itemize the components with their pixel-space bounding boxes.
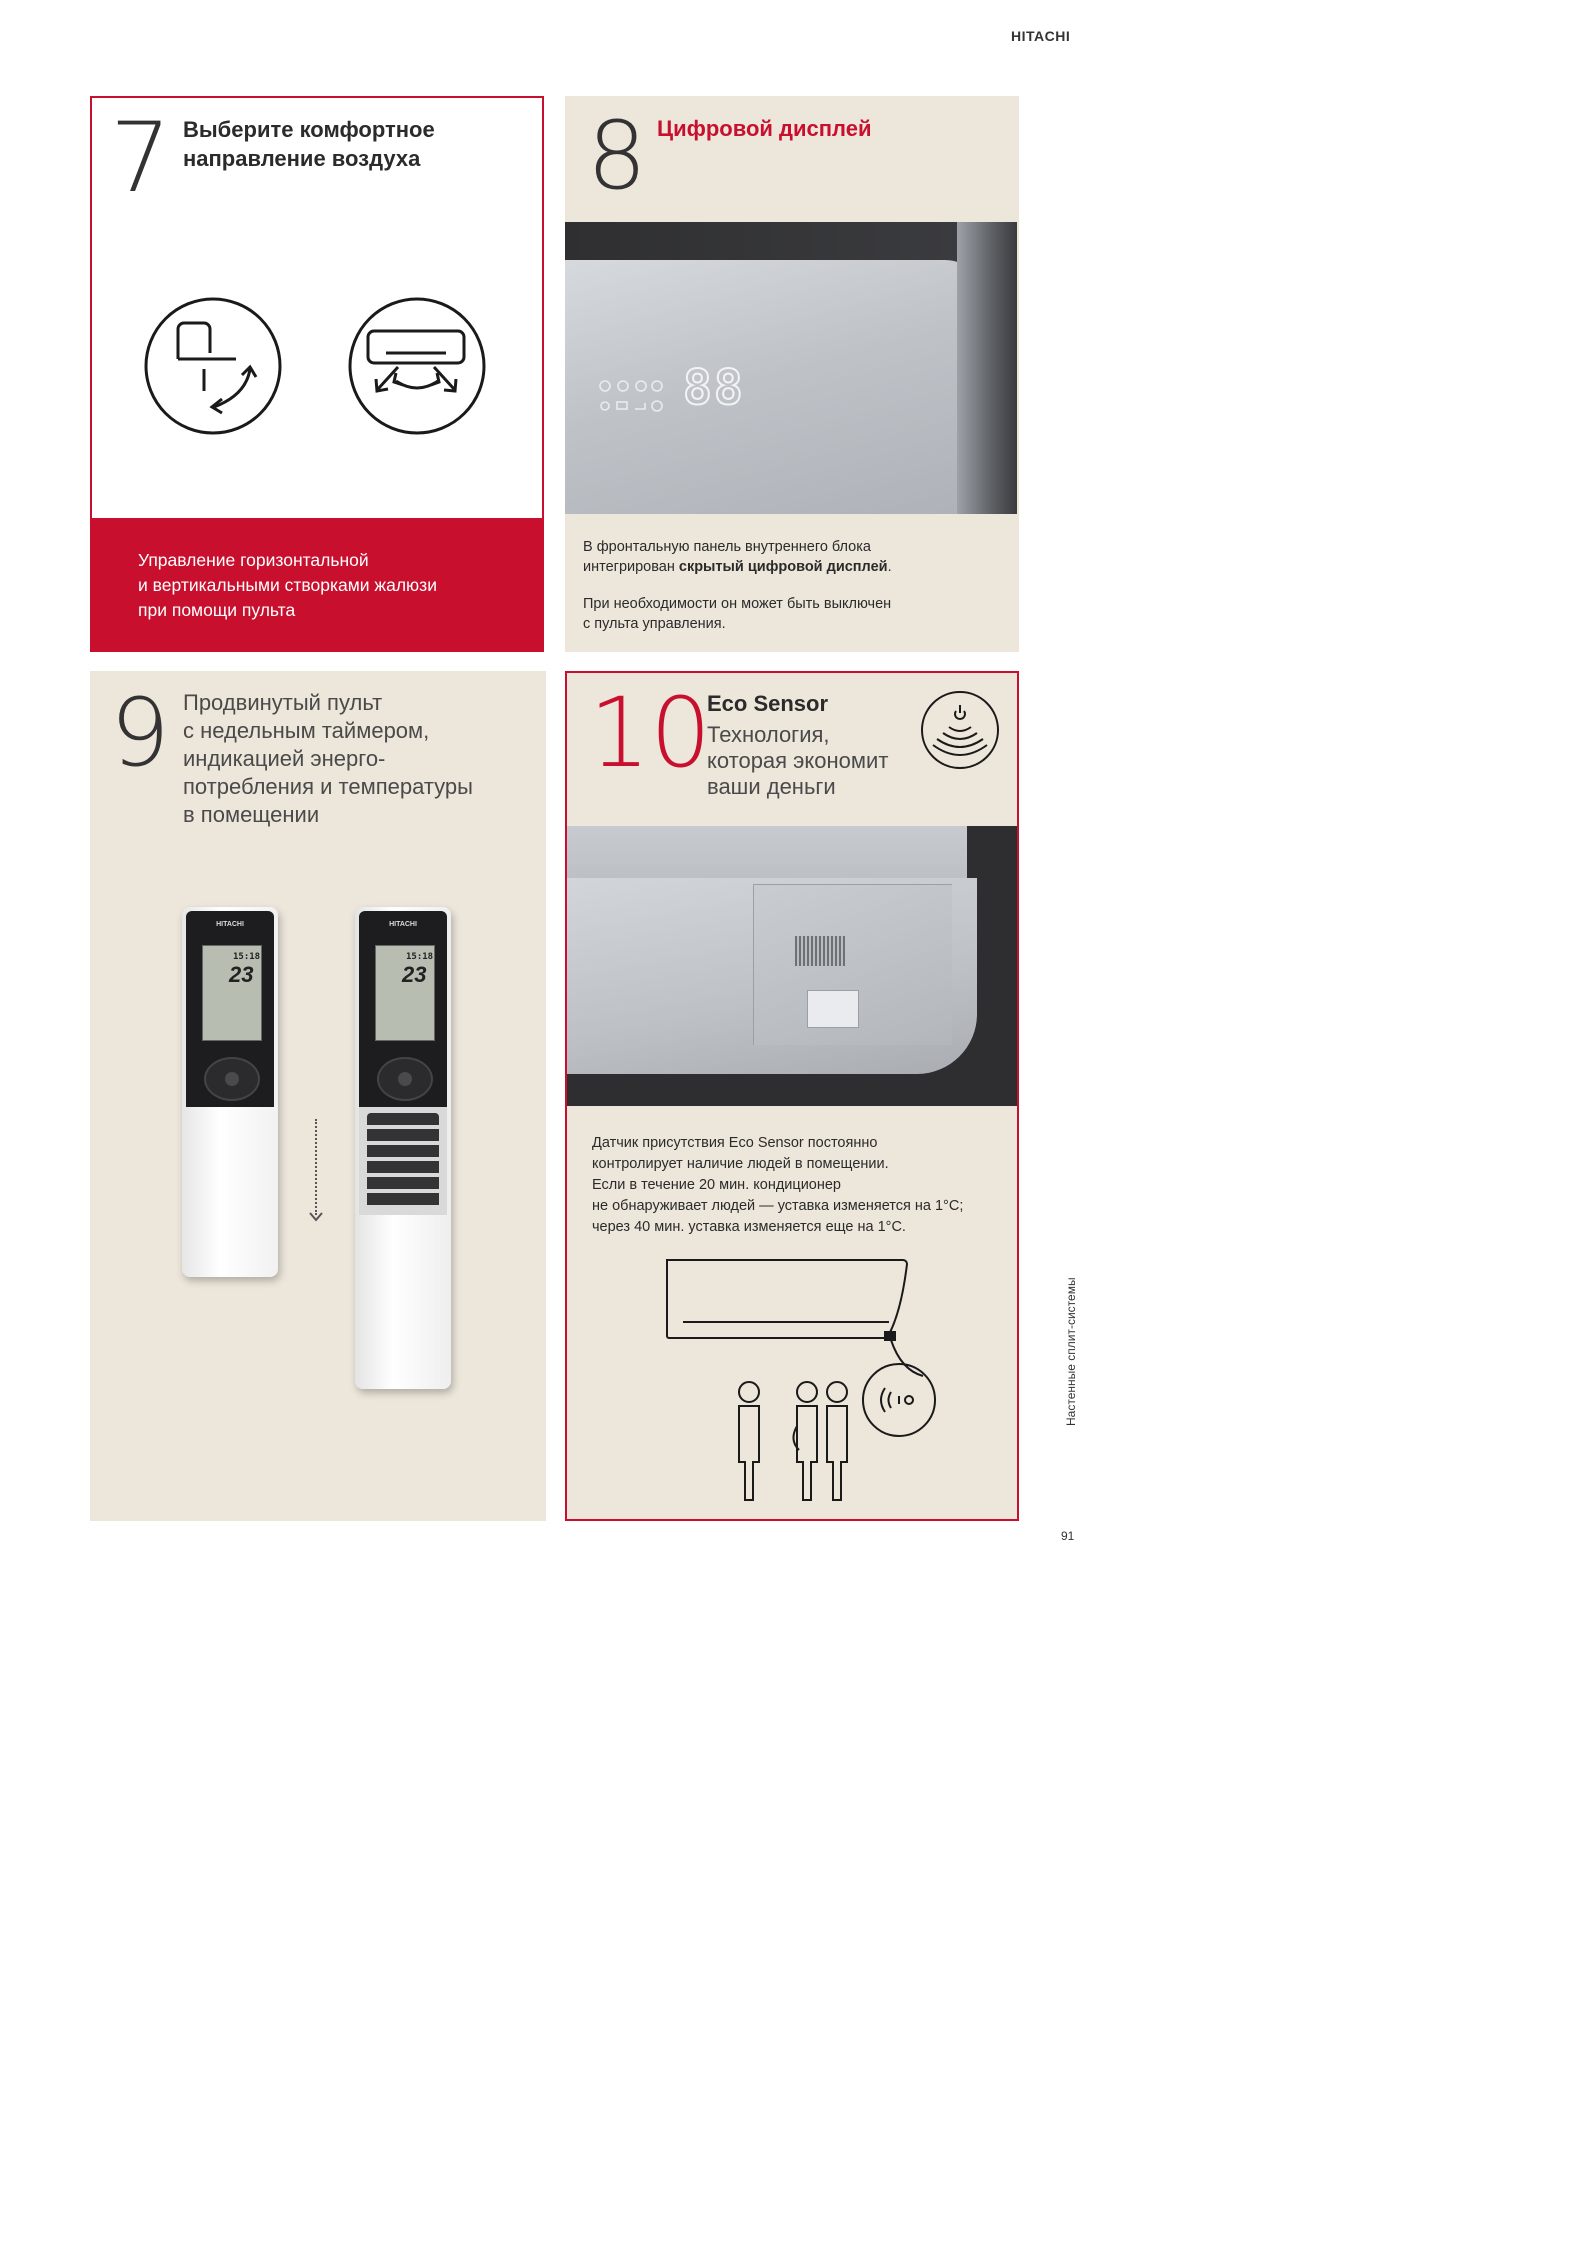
remote-nav-pad — [377, 1057, 433, 1101]
digital-display-photo — [565, 222, 1017, 514]
feature-7-card — [90, 96, 544, 652]
slide-down-indicator — [315, 1119, 319, 1215]
remote-button-rows — [367, 1113, 439, 1209]
feature-8-card — [565, 96, 1019, 652]
feature-8-p2-line2: с пульта управления. — [583, 616, 726, 632]
brand-logo: HITACHI — [1011, 28, 1071, 44]
feature-10-subtitle-line2: которая экономит — [707, 748, 889, 773]
feature-9-title-line1: Продвинутый пульт — [183, 690, 383, 715]
eco-sensor-photo — [567, 826, 1017, 1106]
feature-8-number: 8 — [587, 102, 647, 211]
remote-ok-button — [398, 1072, 412, 1086]
remote-lcd-screen — [375, 945, 435, 1041]
remote-nav-pad — [204, 1057, 260, 1101]
digital-display-digits: 88 — [683, 360, 745, 416]
remote-lcd-screen — [202, 945, 262, 1041]
section-sidebar-label: Настенные сплит-системы — [1064, 1277, 1078, 1426]
feature-8-p1-prefix: интегрирован — [583, 559, 679, 575]
feature-10-desc-line3: Если в течение 20 мин. кондиционер — [592, 1177, 841, 1193]
feature-9-title-line4: потребления и температуры — [183, 774, 473, 799]
remote-lcd-time: 15:18 — [233, 952, 261, 962]
feature-10-desc-line2: контролирует наличие людей в помещении. — [592, 1156, 889, 1172]
feature-10-number: 10 — [589, 677, 712, 789]
feature-10-subtitle-line1: Технология, — [707, 722, 830, 747]
feature-8-p1-suffix: . — [887, 559, 892, 575]
eco-sensor-icon — [919, 689, 1001, 771]
feature-10-desc-line5: через 40 мин. уставка изменяется еще на 1°C. — [592, 1219, 906, 1235]
feature-7-title — [183, 115, 435, 173]
feature-10-desc-line1: Датчик присутствия Eco Sensor постоянно — [592, 1135, 878, 1151]
remote-lcd-time: 15:18 — [406, 952, 434, 962]
remote-control-closed — [182, 907, 278, 1277]
feature-8-paragraph-1 — [583, 537, 1003, 577]
display-indicator-icons — [595, 378, 685, 418]
feature-10-subtitle-line3: ваши деньги — [707, 774, 836, 799]
feature-10-card — [565, 671, 1019, 1521]
feature-7-desc-line3: при помощи пульта — [138, 600, 296, 620]
remote-brand-label: HITACHI — [216, 921, 244, 928]
feature-8-p2-line1: При необходимости он может быть выключен — [583, 596, 892, 612]
feature-8-paragraph-2 — [583, 594, 1003, 634]
page-number: 91 — [1061, 1529, 1075, 1543]
feature-8-title: Цифровой дисплей — [657, 116, 872, 141]
remote-lcd-temp: 23 — [402, 962, 427, 987]
sensor-grille — [795, 936, 845, 966]
remote-button-panel — [359, 1107, 447, 1215]
feature-7-description-band — [92, 518, 542, 650]
feature-10-desc-line4: не обнаруживает людей — уставка изменяется на 1°C; — [592, 1198, 964, 1214]
feature-9-card — [90, 671, 546, 1521]
remote-ok-button — [225, 1072, 239, 1086]
remote-brand-label: HITACHI — [389, 921, 417, 928]
feature-9-title-line5: в помещении — [183, 802, 320, 827]
eco-sensor-diagram — [663, 1256, 953, 1506]
feature-7-title-line1: Выберите комфортное — [183, 117, 435, 142]
feature-7-number: 7 — [110, 102, 172, 214]
feature-7-desc-line2: и вертикальными створками жалюзи — [138, 575, 437, 595]
feature-9-title — [183, 689, 533, 829]
feature-8-p1-line2 — [583, 557, 1003, 577]
remote-lcd-temp: 23 — [229, 962, 254, 987]
indoor-unit-outline — [667, 1260, 907, 1338]
indoor-unit-side — [957, 222, 1017, 514]
feature-10-description — [592, 1133, 1012, 1238]
remote-control-open — [355, 907, 451, 1389]
feature-10-title: Eco Sensor — [707, 691, 829, 716]
feature-10-subtitle — [707, 722, 927, 800]
feature-9-number: 9 — [110, 679, 170, 788]
feature-9-title-line3: индикацией энерго- — [183, 746, 386, 771]
feature-8-p1-line1: В фронтальную панель внутреннего блока — [583, 539, 871, 555]
chevron-down-icon — [308, 1211, 324, 1223]
feature-7-desc-line1: Управление горизонтальной — [138, 550, 369, 570]
feature-7-description — [138, 548, 518, 623]
feature-7-title-line2: направление воздуха — [183, 146, 421, 171]
feature-9-title-line2: с недельным таймером, — [183, 718, 430, 743]
feature-8-p1-bold: скрытый цифровой дисплей — [678, 559, 888, 575]
vertical-swing-icon — [142, 295, 284, 437]
horizontal-swing-icon — [346, 295, 488, 437]
eco-sensor-window — [807, 990, 859, 1028]
